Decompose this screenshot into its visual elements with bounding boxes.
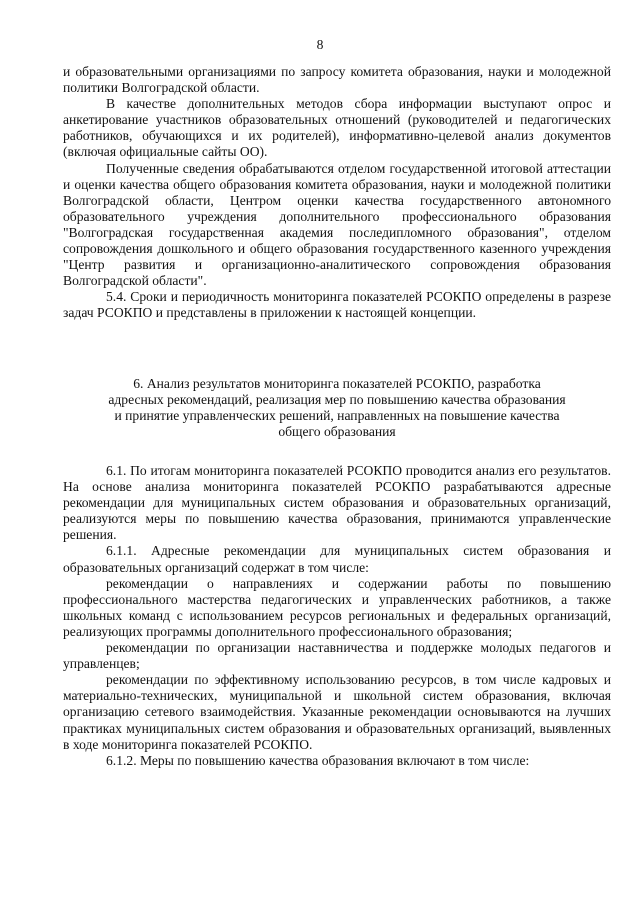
page-number: 8 [316,37,324,52]
heading-line: общего образования [278,424,396,440]
text-block-top [63,64,611,322]
heading-line: адресных рекомендаций, реализация мер по повышению качества образования [108,392,566,408]
paragraph: Полученные сведения обрабатываются отделом государственной итоговой аттестации и оценки качества общего образования комитета образования, науки и молодежной политики Волгоградской области, Центром оценки качества государственного автономного образовательного учреждения дополнительного профессионального образования "Волгоградская государственная академия последипломного образования", отделом сопровождения дошкольного и общего образования государственного казенного учреждения "Центр развития и организационно-аналитического сопровождения образования Волгоградской области". [63,160,611,289]
text-block-bottom [63,463,611,769]
heading-line: и принятие управленческих решений, направленных на повышение качества [114,408,560,424]
paragraph: и образовательными организациями по запросу комитета образования, науки и молодежной политики Волгоградской области. [63,64,611,96]
section-heading [63,376,611,440]
paragraph: 6.1.2. Меры по повышению качества образования включают в том числе: [106,752,530,768]
paragraph: 5.4. Сроки и периодичность мониторинга показателей РСОКПО определены в разрезе задач РСОКПО и представлены в приложении к настоящей концепции. [63,289,611,321]
paragraph: В качестве дополнительных методов сбора информации выступают опрос и анкетирование участников образовательных отношений (руководителей и педагогических работников, обучающихся и их родителей), информативно-целевой анализ документов (включая официальные сайты ОО). [63,96,611,160]
heading-line: 6. Анализ результатов мониторинга показателей РСОКПО, разработка [133,376,541,391]
paragraph: 6.1.1. Адресные рекомендации для муниципальных систем образования и образовательных организаций содержат в том числе: [63,543,611,575]
paragraph: рекомендации о направлениях и содержании работы по повышению профессионального мастерства педагогических и управленческих работников, а также школьных команд с использованием ресурсов региональных и федеральных организаций, реализующих программы дополнительного профессионального образования; [63,575,611,639]
paragraph: рекомендации по эффективному использованию ресурсов, в том числе кадровых и материально-технических, муниципальной и школьной систем образования, включая организацию сетевого взаимодействия. Указанные рекомендации основываются на лучших практиках муниципальных систем образования и образовательных организаций, выявленных в ходе мониторинга показателей РСОКПО. [63,672,611,752]
paragraph: рекомендации по организации наставничества и поддержке молодых педагогов и управленцев; [63,640,611,672]
paragraph: 6.1. По итогам мониторинга показателей РСОКПО проводится анализ его результатов. На основе анализа мониторинга показателей РСОКПО разрабатываются адресные рекомендации для муниципальных систем образования и образовательных организаций, реализуются меры по повышению качества образования, принимаются управленческие решения. [63,463,611,543]
